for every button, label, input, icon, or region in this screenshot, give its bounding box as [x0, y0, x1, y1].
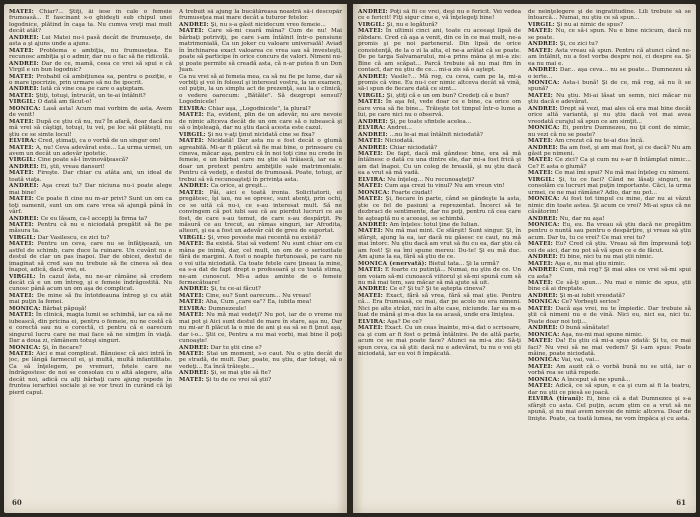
dialogue-paragraph: MONICA: A început să ne spună...: [528, 376, 631, 383]
speaker-name: MONICA:: [9, 105, 41, 112]
dialogue-paragraph: VIRGIL: Şi, ştiţi că e un om bun? Credeţi că e bun?: [358, 92, 509, 99]
dialogue-paragraph: MATEI: Asta vreau să spun. Pentru că atunci când ne-am întâlnit, nu a fost vorba despre noi, ci despre ea. Şi ea nu mai e.: [528, 47, 691, 67]
dialogue-paragraph: ANDREI: Şi, nu s-a găsit nicidecum vreo femeie...: [179, 21, 326, 28]
dialogue-paragraph: MATEI: Pentru un ceva, care nu se înfăţişează, un astfel de schimb, care duce la ruinare. Un cuvânt nu e destul de clar un pas înapoi. Dar de obicei, destul de imaginat să cred sau nu trebuie să fie cineva să dea înapoi, adică, dacă vrei, ei.: [9, 241, 172, 274]
dialogue-paragraph: MATEI: Adică, ce să spun, e ca şi cum ai fi la teatru, dar nu ştii ce piesă se joacă.: [528, 383, 691, 396]
speaker-name: MATEI:: [358, 183, 383, 190]
speaker-name: ELVIRA:: [9, 138, 37, 145]
dialogue-paragraph: MATEI: Chiar?... Ştiţi, ăi iese în cale o femeie frumoasă... E fascinant s-o ghideşti sub chipul unei logodnice, plătind în caşa ta. Nu cumva vreţi mai mult decât atât?: [9, 9, 172, 35]
dialogue-paragraph: MATEI: Nu ştiu. Mi-ai lăsat un semn, nici măcar nu ştiu dacă e adevărat.: [528, 92, 691, 106]
dialogue-paragraph: MONICA (enervată): Bietul tata... Şi la urmă?: [358, 260, 499, 267]
dialogue-paragraph: MATEI: Niciodată.: [358, 138, 415, 145]
speaker-name: MATEI:: [179, 351, 204, 358]
dialogue-paragraph: MATEI: Nu mă mai mint. Ce sfârşit! Sunt singur. Şi, în sfârşit, ajung la ea, iar dacă nu găsesc ce caut, nu mă mai întorc. Nu ştiu dacă am vrut să fiu cu ea, dar ştiu că am fost! Şi ea îmi spune mereu: Du-te! Şi eu mă duc. Am ajuns la ea, fără să ştiu de ce.: [358, 228, 521, 261]
dialogue-paragraph: MATEI: Stai un moment, s-o caut. Nu o ştiu decât de pe stradă, de mult. Dar, poate, nu ştiu, dar totuşi, să o vedeţi... Ea încă trăieşte...: [179, 351, 342, 370]
speaker-name: MATEI:: [358, 138, 383, 145]
right-page-columns: [358, 9, 691, 491]
speaker-name: ANDREI:: [528, 41, 558, 48]
dialogue-paragraph: MATEI: Aici e mai complicat. Bănuiesc că aici intră în joc, pe lângă farmecul ei, şi multă, multă infantilitate. Ca să înţelegem, pe vremuri, fetele care ne îndrăgostesc de noi se consolau cu o altă alegere, alta decât noi, adică cu alţi bărbaţi care ajung repede în fruntea ierarhiei sociale şi se vor trezi în curând că îşi pierd capul.: [9, 351, 172, 396]
speaker-name: MATEI:: [179, 292, 204, 299]
speaker-name: ANDREI:: [358, 286, 388, 293]
speaker-name: ANDREI:: [179, 21, 209, 28]
speaker-name: MATEI:: [9, 221, 34, 228]
dialogue-paragraph: ELVIRA: Aşa? De ce?: [358, 318, 422, 325]
speaker-name: MONICA:: [528, 331, 560, 338]
speaker-name: MATEI:: [528, 260, 553, 267]
speaker-name: MATEI:: [179, 241, 204, 248]
page-number: 60: [12, 498, 22, 507]
speaker-name: MATEI:: [358, 228, 383, 235]
speaker-name: MATEI:: [9, 118, 34, 125]
dialogue-paragraph: MATEI: Păi, aici e toată ironia. Solicitatorii, ei pregătesc, îşi iau, nu se opresc, sunt atenţi, prin ochi, ce se uită că nu-i, ce s-au interesat mult. Să ne convingem că pot iubi sau că au pierdut lucruri ce au fost, de care s-au temut, de care s-au despărţit. Pe măsură ce au trecut, au rămas singuri, iar Afrodita, alteori, şi ea a fost un adevăr cât de greu de suportat.: [179, 189, 342, 235]
dialogue-paragraph: MATEI: Problema e ambiţia, nu frumuseţea. Eu recunosc ambiţia şi o admir, dar nu o fac să fie ridicolă.: [9, 47, 172, 61]
speaker-name: MATEI:: [528, 47, 553, 54]
dialogue-paragraph: ELVIRA: Nu înţeleg... Nu recunoaşteţi?: [358, 176, 475, 183]
speaker-name: VIRGIL:: [528, 176, 555, 183]
dialogue-paragraph: ANDREI: Dar de ce, mamă, ceea ce vrei să spui e că Virgil e un bun logodnic?: [9, 60, 172, 74]
speaker-name: MATEI:: [528, 28, 553, 35]
dialogue-paragraph: MONICA: Lasă asta! Acum mai vorbim de asta. Avem de venit!: [9, 105, 172, 119]
dialogue-paragraph: ELVIRA: Cred, ştimaţi, ca o vorbă de un singur om!: [9, 138, 161, 145]
speaker-name: ANDREI:: [179, 286, 209, 293]
dialogue-paragraph: ANDREI: Am înţeles: totul ţine de Iulian.: [358, 221, 480, 228]
speaker-name: ANDREI:: [358, 73, 388, 80]
speaker-name: ANDREI:: [9, 60, 39, 67]
dialogue-paragraph: ANDREI: Şi, se mai ştie să fie?: [179, 370, 271, 377]
speaker-name: ANDREI:: [528, 144, 558, 151]
speaker-name: ANDREI:: [528, 254, 558, 261]
speaker-name: ANDREI:: [9, 34, 39, 41]
dialogue-paragraph: ANDREI: Chiar niciodată?: [358, 144, 437, 151]
dialogue-paragraph: MONICA: Şi, în fiecare?: [9, 344, 82, 351]
dialogue-paragraph: ANDREI: Şi, tu ce-ai făcut?: [179, 286, 261, 293]
dialogue-paragraph: MATEI: A, nu! Ceva adevărat este... La urma urmei, un avem un decât un adevăr ipotetic.: [9, 144, 172, 157]
speaker-name: ELVIRA:: [358, 125, 386, 132]
speaker-name: MONICA:: [528, 196, 560, 203]
dialogue-paragraph: MATEI: Exact, fără să vrea, fără să mai ştie. Pentru că... Era frumoasă, ce mai, dar pe acolo nu era nimeni. Nici pe alte străzi, nici în alte case, niciunde. Iar ea m-a luat de mână şi m-a dus la ea acasă, unde era liniştea.: [358, 292, 521, 319]
speaker-name: ANDREI:: [358, 9, 388, 15]
speaker-name: MONICA:: [358, 189, 390, 196]
speaker-name: MONICA:: [528, 79, 560, 86]
right-page-column-1: [358, 9, 521, 491]
dialogue-paragraph: MATEI: În aşa fel, vede doar ce e bine, ca orice om care vrea să fie bine... Trăieşte tot timpul într-o lume a lui, pe care nici nu o observă.: [358, 99, 521, 119]
speaker-name: ANDREI:: [528, 325, 558, 332]
dialogue-paragraph: ELVIRA (tirani): Ei, bine că a dat Dumnezeu şi s-a sfârşit cu asta. Cel puţin, acum ştim ce a vrut să ne spună, şi nu mai avem nevoie de nimic altceva. Doar de linişte. Poate, ca toată lumea, ne vom împăca şi cu asta.: [528, 396, 691, 422]
speaker-name: MATEI:: [9, 312, 34, 319]
speaker-name: MATEI:: [179, 189, 204, 196]
dialogue-paragraph: ELVIRA: Andrei...: [358, 125, 412, 132]
speaker-name: MATEI:: [179, 312, 204, 319]
speaker-name: MATEI:: [9, 9, 34, 15]
dialogue-paragraph: ANDREI: ...nu le-ai mai întâlnit niciodată?: [358, 131, 483, 138]
dialogue-paragraph: Ca nu vrei să ai femeia mea, ca să nu fie pe lume, dar să vorbiţi şi voi în folosul şi interesul vostru, la un examen, cel puţin, la un simplu act de prezenţă, sau la o clinică, o vedere oarecum: „Bătăile". Să dezgropi sensul? Logodnicele!: [179, 73, 342, 106]
speaker-name: MATEI:: [9, 73, 34, 80]
dialogue-paragraph: MATEI: După ce ştiu că nu, nu? În afară, doar dacă nu mă vrei să câştigi, totuşi, tu vei, pe loc săi plăteşti, nu ştiu ce se simte locul!: [9, 118, 172, 138]
speaker-name: ANDREI:: [528, 105, 558, 112]
dialogue-paragraph: ANDREI: Drept să vezi, mai ales că era mai bine decât orice altă variantă, şi nu ştiu dacă voi mai avea vreodată curajul să spun ce am simţit...: [528, 105, 691, 125]
dialogue-paragraph: MATEI: Probabil că ambiţiunea sa, pentru o poziţie, e o mare ipocrizie, prin urmare să nu fie ipocrit.: [9, 73, 172, 86]
dialogue-paragraph: MATEI: De mine să fiu întotdeauna întreg şi cu atât mai puţin la femei.: [9, 292, 172, 306]
speaker-name: ELVIRA:: [179, 105, 207, 112]
dialogue-paragraph: MATEI: Am auzit că o vorbă bună nu se uită, iar o vorbă rea se uită repede.: [528, 363, 691, 377]
dialogue-paragraph: MATEI: Fireşte. Dar chiar cu atâta ani, un ideal de toată viaţa.: [9, 170, 172, 183]
speaker-name: MATEI:: [179, 376, 204, 383]
speaker-name: MONICA:: [528, 376, 560, 383]
dialogue-paragraph: VIRGIL: Cine poate să-l învinovăţească?: [9, 157, 129, 164]
dialogue-paragraph: MONICA: Ai fost tot timpul cu mine, dar nu ai văzut nimic din toate astea. Şi acum ce vrei? Mi-ai spus că ne căsătorim!: [528, 196, 691, 216]
speaker-name: VIRGIL:: [358, 21, 385, 28]
dialogue-paragraph: MATEI: Ce să-ţi spun... Nu mai e nimic de spus, ştii bine că ai dreptate.: [528, 280, 691, 293]
speaker-name: MATEI:: [179, 138, 204, 145]
page-number: 61: [676, 498, 686, 507]
dialogue-paragraph: ANDREI: Ce e? Şi tu? Şi te aştepta cineva?: [358, 286, 486, 293]
dialogue-paragraph: ANDREI: Aşa crezi tu? Dar niciuna nu-i poate alege mai bine!: [9, 183, 172, 196]
speaker-name: ANDREI:: [9, 183, 39, 190]
speaker-name: ANDREI:: [179, 370, 209, 377]
dialogue-paragraph: MATEI: Nu, ce să-i spun. Nu e bine nicicum, dacă nu se poate.: [528, 28, 691, 41]
dialogue-paragraph: MATEI: Şi, fiecare în parte, când se gândeşte la asta, ştie ce fel de pasiuni a reprezentat. Încerci să te dezbraci de sentimente, dar nu poţi, pentru că cea care te aşteaptă nu e aceeaşi, se schimbă.: [358, 196, 521, 222]
dialogue-paragraph: ELVIRA: Chiar aşa, „Logodnicele", la plural?: [179, 105, 311, 112]
speaker-name: ANDREI:: [358, 221, 388, 228]
dialogue-paragraph: MATEI: Exact. Cu un ceas înainte, mi-a dat o scrisoare, ca şi cum ar fi fost o primă întâlnire. Pe de altă parte, acum ce se mai poate face? Atunci ea mi-a zis: Să-ţi spun ceva, ca să ştii: dacă nu e adevărat, tu nu o vei şti niciodată, iar eu voi fi împăcată.: [358, 325, 521, 358]
right-page-column-2: [528, 9, 691, 491]
speaker-name: MATEI:: [9, 196, 34, 203]
book-spread: [4, 4, 696, 513]
dialogue-paragraph: MATEI: Aha, Cum „care ea"? Ea, iubita mea!: [179, 299, 312, 306]
speaker-name: MONICA:: [528, 299, 560, 306]
dialogue-paragraph: MONICA: Foarte ciudat!: [358, 189, 433, 196]
dialogue-paragraph: ANDREI: Ei, ştii, vreau dansuri!: [9, 163, 105, 170]
dialogue-paragraph: ANDREI: Dar tu ştii cine e?: [179, 344, 262, 351]
right-page: [353, 4, 696, 513]
speaker-name: ANDREI:: [9, 215, 39, 222]
speaker-name: MONICA:: [528, 357, 560, 364]
dialogue-paragraph: VIRGIL: Şi, vreo poveste mai recentă nu există?: [179, 234, 321, 241]
speaker-name: MATEI:: [528, 338, 553, 345]
speaker-name: MATEI:: [528, 305, 553, 312]
dialogue-paragraph: MATEI: Pentru că nu e niciodată pregătit să fie pe măsura ta.: [9, 221, 172, 235]
speaker-name: ELVIRA:: [179, 305, 207, 312]
dialogue-paragraph: MONICA: Asta-i bună! Şi de ce, mă rog, să nu îi se spună?: [528, 79, 691, 93]
speaker-name: VIRGIL:: [9, 273, 36, 280]
speaker-name: MATEI:: [358, 325, 383, 332]
speaker-name: MATEI:: [528, 170, 553, 177]
dialogue-paragraph: ANDREI: Ba am fost, şi am mai fost, şi ce dacă? Nu am găsit pe nimeni.: [528, 144, 691, 157]
speaker-name: VIRGIL:: [9, 99, 36, 106]
dialogue-paragraph: MATEI: Ce mai îmi spui? Nu mă mai înţeleg cu nimeni.: [528, 170, 690, 177]
speaker-name: ANDREI:: [528, 267, 558, 274]
speaker-name: MATEI:: [358, 267, 383, 274]
dialogue-paragraph: VIRGIL: Şi nu v-aţi ţinut nicidată cine se fixa?: [179, 131, 315, 138]
dialogue-paragraph: MATEI: Am crezut că nu te-ai dus încă.: [528, 138, 645, 145]
speaker-name: MATEI:: [528, 157, 553, 164]
dialogue-paragraph: MATEI: Ce zici? Ca şi cum nu s-ar fi întâmplat nimic... Ce? E asta o glumă?: [528, 157, 691, 170]
dialogue-paragraph: MATEI: Eu? Cred că ştiu. Vreau să fim împreună toţi cei de aici, dar nu pot să vă spun ce e de făcut.: [528, 241, 691, 254]
speaker-name: ANDREI:: [528, 67, 558, 74]
speaker-name: MATEI:: [528, 383, 553, 390]
speaker-name: MATEI:: [528, 92, 553, 99]
speaker-name: MATEI:: [179, 112, 204, 119]
left-page-column-2: [179, 9, 342, 491]
dialogue-paragraph: VIRGIL: În cazul ăsta, nu ne-ar rămâne să credem decât că e un om întreg, şi e femeie îndrăgostită. Nu cunosc până acum un om aşa de complicat.: [9, 273, 172, 293]
dialogue-paragraph: MONICA: Eu, eu. Ba vreau să ştiu dacă ne pregătim pentru o nuntă sau pentru o despărţire, şi vreau să ştiu acum. Dar tu, tu ce vrei? Ce mai vrei tu?: [528, 221, 691, 241]
dialogue-paragraph: MATEI: În ultimii cinci ani, toate cu aceeaşi lipsă de răbdare. Cred că aşa a venit, din ce în ce mai mult, ne-a promis şi pe noi partenerul. Din lipsă de orice consistenţă, de la o zi la alta, el ne-a arătat că se poate. De pe targa Salvamarului, mi-a prins mâna şi mi-a zis: Bine că am scăpat... Parcă trebuie să nu mai fim în contact, dar nu ştiu de ce... mi-a zis să o aştept.: [358, 28, 521, 74]
speaker-name: ELVIRA:: [358, 176, 386, 183]
dialogue-paragraph: VIRGIL: O dată am făcut-o!: [9, 99, 92, 106]
speaker-name: ELVIRA (tirani):: [528, 396, 584, 403]
speaker-name: ANDREI:: [358, 131, 388, 138]
speaker-name: ANDREI:: [358, 144, 388, 151]
dialogue-paragraph: VIRGIL: Şi, nu e legătură?: [358, 21, 438, 28]
dialogue-paragraph: MATEI: E foarte cu putinţă... Numai, nu ştiu de ce. Un om voiam să-mi cunoască viitorul şi să-mi spună cum să nu mă mai tem, sau măcar să mă ajute să uit.: [358, 267, 521, 287]
dialogue-paragraph: ANDREI: Ce eu lăsam, ca-l accepţi la firma ta?: [9, 215, 148, 222]
dialogue-paragraph: ANDREI: Poţi să fii ce vrei, deşi nu e fericit. Vei vedea ce e fericit! Fiţi sigur cine e, vă înţelegeţi bine!: [358, 9, 521, 22]
speaker-name: ANDREI:: [179, 183, 209, 190]
dialogue-paragraph: ELVIRA: Dumnezeule!: [179, 305, 247, 312]
speaker-name: ELVIRA:: [358, 318, 386, 325]
speaker-name: ANDREI:: [9, 163, 39, 170]
speaker-name: MATEI:: [9, 47, 34, 54]
dialogue-paragraph: VIRGIL: Şi, tu ce faci? Când ne lăsaţi singuri, ne consolăm cu lucruri mai puţin importante. Căci, la urma urmei, ce ne mai rămâne? Adio, dar nu pot...: [528, 176, 691, 196]
dialogue-paragraph: ANDREI: Dar... aşa ceva... nu se poate... Dumnezeu să o ierte...: [528, 67, 691, 80]
dialogue-paragraph: MONICA: Ei, pentru Dumnezeu, nu ţii cont de nimic, nu vezi că nu se poate?: [528, 125, 691, 138]
dialogue-paragraph: ANDREI: Lui Matei nu-i pasă decât de frumuseţe, de asta a şi ajuns unde a ajuns.: [9, 34, 172, 48]
speaker-name: ANDREI:: [528, 215, 558, 222]
speaker-name: VIRGIL:: [9, 234, 36, 241]
speaker-name: MONICA:: [9, 305, 41, 312]
dialogue-paragraph: MATEI: De fapt, dacă mă gândesc bine, era să mă întâlnesc o dată cu una dintre ele, dar mi-a fost frică şi am dat înapoi. Cu un coleg de breaslă, şi nu ştiu dacă ea a vrut să mă vadă.: [358, 150, 521, 177]
dialogue-paragraph: ANDREI: Ei bine, nici tu nu mai ştii nimic.: [528, 254, 654, 261]
speaker-name: MATEI:: [9, 292, 34, 299]
speaker-name: VIRGIL:: [358, 92, 385, 99]
dialogue-paragraph: MATEI: Care să-mi ceară mâna? Cum de nu! Mai bărbaţi potriviţi, pe care i-am întâlnit într-o pensiune matrimonială, Ca un joker cu valoare universală! Aviad în închinarea exact valoarea ce vrea sau să investeşti, poate să participe în orice concurs de valori. Nimeni nu-şi poate permite să creadă asta, că n-ar putea fi un Don Juan.: [179, 28, 342, 74]
dialogue-paragraph: MONICA: Ce? Vorbeşti serios?: [528, 299, 620, 306]
left-page-columns: [9, 9, 342, 491]
dialogue-paragraph: MATEI: Ce poate fi cine nu m-ar privi? Sunt un om ca toţi oamenii, sunt un om care vrea să ajungă până în vârf.: [9, 196, 172, 216]
speaker-name: MATEI:: [358, 196, 383, 203]
dialogue-paragraph: MONICA: Aşa, nu-mi mai spune nimic.: [528, 331, 643, 338]
speaker-name: MATEI:: [528, 241, 553, 248]
dialogue-paragraph: MATEI: Nu mă mai vedeţi? Nu pot, iar de o vreme nu mai pot şi Aici sunt destul de mare în stare, aşa nu, Dar nu mi-ar fi plăcut la o mie de ani şi ea să se fi ţinut aşa, dar i-o... Ştii ce, Pentru a nu mai vorbi, mai bine îl poţi cunoaşte!: [179, 312, 342, 345]
speaker-name: VIRGIL:: [9, 157, 36, 164]
speaker-name: ANDREI:: [528, 292, 558, 299]
dialogue-paragraph: MATEI: Aşa e, nu mai ştiu nimic.: [528, 260, 626, 267]
speaker-name: MATEI:: [9, 144, 34, 151]
speaker-name: MATEI:: [179, 299, 204, 306]
speaker-name: MATEI:: [179, 28, 204, 35]
speaker-name: MATEI:: [358, 292, 383, 299]
dialogue-paragraph: MATEI: Da! Eu ştiu că mi-a spus odată: Şi tu, ce mai faci? Nu vrei să ne mai vedem? Şi i-am spus: Poate mâine, poate niciodată.: [528, 338, 691, 358]
speaker-name: MATEI:: [9, 170, 34, 177]
speaker-name: ANDREI:: [9, 86, 39, 93]
speaker-name: MONICA (enervată):: [358, 260, 427, 267]
speaker-name: MATEI:: [528, 138, 553, 145]
speaker-name: VIRGIL:: [528, 21, 555, 28]
dialogue-paragraph: ANDREI: Ca orice, ai greşit...: [179, 183, 268, 190]
speaker-name: ANDREI:: [179, 344, 209, 351]
speaker-name: MONICA:: [9, 344, 41, 351]
dialogue-paragraph: ANDREI: Vasile?... Mă rog, cu ceva, cam pe la, mi-a promis că vine. Eu nu-i cer nimic altceva decât să vină, să-i spun de fiecare dată ce simt...: [358, 73, 521, 93]
speaker-name: ANDREI:: [358, 118, 388, 125]
dialogue-paragraph: ANDREI: Şi m-ai iubit vreodată?: [528, 292, 625, 299]
dialogue-paragraph: ANDREI: Cum, mă rog? Şi mai ales ce vrei să-mi spui cu asta?: [528, 267, 691, 280]
dialogue-paragraph: ANDREI: Şi, ce zici tu?: [528, 41, 598, 48]
dialogue-paragraph: MATEI: Cum aşa crezi tu vinul? Nu am vreun vin!: [358, 183, 505, 190]
dialogue-paragraph: MATEI: Ba există. Stai să vedem! Nu sunt chiar om cu mâna pe inimă, dar, cel mult, un om de o seriozitate fără de margini. A fost o noapte furtunoasă, pe care nu o voi uita niciodată. Ca toate fetele care ţineau la mine, ea s-a dat de fapt drept o profesoară şi cu toată stima, ne-am cunoscut. Mi-a adus aminte de o femeie fermecătoare!: [179, 241, 342, 287]
dialogue-paragraph: A trebuit să ajung la bucătăreasa noastră să-i descopăr frumuseţea mai mare decât a tuturor fetelor.: [179, 9, 342, 22]
dialogue-paragraph: VIRGIL: Şi nu ai nimic de spus?: [528, 21, 624, 28]
dialogue-paragraph: ANDREI: Iată că vine cea pe care o aşteptam.: [9, 86, 145, 93]
speaker-name: MATEI:: [358, 150, 383, 157]
speaker-name: MATEI:: [9, 241, 34, 248]
dialogue-paragraph: VIRGIL: Dar Vasilescu, ce zici tu?: [9, 234, 110, 241]
speaker-name: MATEI:: [9, 92, 34, 99]
dialogue-paragraph: ANDREI: Nu, dar nu aşa!: [528, 215, 605, 222]
dialogue-paragraph: MATEI: Ea, evident, plin de un adevăr, nu are nevoie de nimic altceva decât de un om care să o iubească şi să o înţeleagă, dar nu ştiu dacă acesta este cazul.: [179, 112, 342, 132]
left-page-column-1: [9, 9, 172, 491]
speaker-name: MATEI:: [528, 363, 553, 370]
dialogue-paragraph: ANDREI: O bună sănătate!: [528, 325, 610, 332]
dialogue-paragraph: MATEI: Dacă aşa vrei, nu te împiedic. Dar trebuie să ştii că nimeni nu e de vină. Nici eu, nici ea, nici tu. Poate doar noi toţi...: [528, 305, 691, 325]
speaker-name: VIRGIL:: [179, 131, 206, 138]
speaker-name: MATEI:: [358, 99, 383, 106]
dialogue-paragraph: MATEI: Nicidată! Dar asta nu e fost decât o glumă agreabilă. Mi-ar fi plăcut să fie mai bine, o prinsoare cu cineva, măcar aşa, pentru că în noi toţi cine nu crede în femeie, e un bărbat care nu ştie să trăiască, iar ea e doar un pretext pentru ambiţiile sale matrimoniale. Pentru că vedeţi, e destul de frumoasă. Poate, totuşi, ar trebui să vă recunoaşteţi în privinţa asta.: [179, 138, 342, 183]
speaker-name: MONICA:: [528, 125, 560, 132]
dialogue-paragraph: MATEI: Şi tu de ce vrei să ştii?: [179, 376, 272, 383]
dialogue-paragraph: MONICA: Vai, vai, vai...: [528, 357, 600, 364]
speaker-name: MATEI:: [9, 351, 34, 358]
dialogue-paragraph: MONICA: Bărbat păpuşă!: [9, 305, 87, 312]
dialogue-paragraph: MATEI: În clinică, magia lumii se schimbă, iar ca să ne iubească, din pricina ei, pentru o femeie, nu ne costă că e corectă sau nu e corectă, ci pentru că e oarecum singurul lucru care ne mai face să ne simţim în viaţă. Dar a doua zi, rămânem totuşi singuri.: [9, 312, 172, 345]
speaker-name: MONICA:: [528, 221, 560, 228]
speaker-name: VIRGIL:: [179, 234, 206, 241]
left-page: [4, 4, 347, 513]
dialogue-paragraph: ANDREI: Şi, pe toate sfintele acelea...: [358, 118, 472, 125]
speaker-name: MATEI:: [358, 28, 383, 35]
dialogue-paragraph: MATEI: Ştiţi, totuşi, întrucât, un te-ai întâlnit?: [9, 92, 146, 99]
dialogue-paragraph: MATEI: Cine, eu? Sunt oarecum... Nu vreau!: [179, 292, 312, 299]
dialogue-paragraph: de neînţelegere şi de ingratitudine. Lili trebuie să se întoarcă... Numai, nu ştiu ce să spun...: [528, 9, 691, 22]
speaker-name: MATEI:: [528, 280, 553, 287]
